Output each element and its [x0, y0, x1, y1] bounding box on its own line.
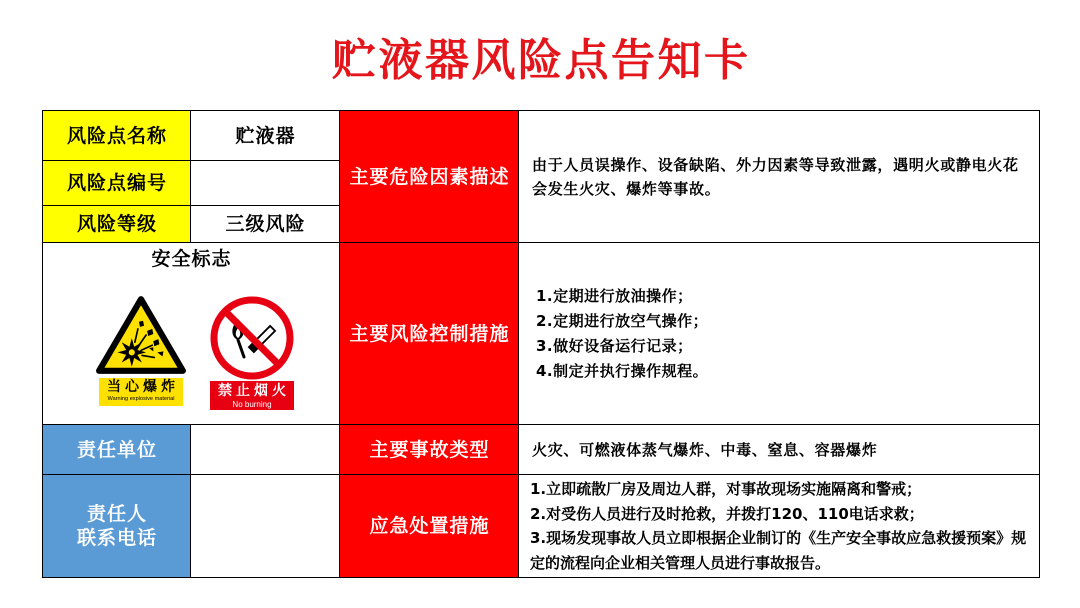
risk-point-name-label: 风险点名称: [66, 124, 167, 147]
no-fire-text: 禁止烟火: [218, 383, 290, 399]
risk-point-name-value-cell: [190, 110, 340, 161]
no-fire-label: [210, 381, 294, 410]
control-measure-item: 2.定期进行放空气操作；: [536, 311, 709, 330]
explosion-warning-subtext: Warning explosive material: [107, 396, 175, 402]
hazard-description-cell: [518, 110, 1040, 243]
risk-level-label-cell: [42, 205, 191, 243]
control-measure-item: 3.做好设备运行记录；: [536, 336, 693, 355]
explosion-warning-label: [99, 378, 183, 406]
emergency-measures-list: [530, 477, 1034, 575]
risk-point-name-value: 贮液器: [235, 124, 296, 147]
page-title: 贮液器风险点告知卡: [332, 35, 751, 86]
risk-point-code-label: 风险点编号: [66, 172, 167, 194]
control-measure-item: 1.定期进行放油操作；: [536, 286, 693, 305]
risk-point-name-label-cell: [42, 110, 191, 161]
responsible-unit-value-cell: [190, 424, 340, 475]
risk-level-value: 三级风险: [225, 213, 306, 235]
responsible-person-label-cell: [42, 474, 191, 578]
control-measure-item: 4.制定并执行操作规程。: [536, 361, 709, 380]
accident-types-label: 主要事故类型: [369, 438, 490, 461]
hazard-description-label: 主要危险因素描述: [349, 165, 510, 188]
responsible-person-value-cell: [190, 474, 340, 578]
risk-point-code-value-cell: [190, 160, 340, 206]
responsible-unit-label: 责任单位: [76, 438, 157, 461]
safety-signs-title: 安全标志: [151, 248, 232, 270]
control-measures-label-cell: [339, 242, 519, 425]
hazard-description-label-cell: [339, 110, 519, 243]
responsible-person-label: [76, 502, 157, 550]
contact-phone-label-line: 联系电话: [76, 527, 157, 549]
risk-point-code-label-cell: [42, 160, 191, 206]
risk-card-table: [42, 110, 1040, 578]
emergency-measures-cell: [518, 474, 1040, 578]
risk-level-value-cell: [190, 205, 340, 243]
emergency-measure-item: 2.对受伤人员进行及时抢救，并拨打120、110电话求救；: [530, 504, 924, 523]
explosion-warning-text: 当心爆炸: [107, 379, 179, 395]
hazard-description-text: 由于人员误操作、设备缺陷、外力因素等导致泄露，遇明火或静电火花会发生火灾、爆炸等事故。: [532, 155, 1019, 198]
accident-types-label-cell: [339, 424, 519, 475]
emergency-measure-item: 1.立即疏散厂房及周边人群，对事故现场实施隔离和警戒；: [530, 480, 922, 498]
control-measures-label: 主要风险控制措施: [349, 322, 510, 345]
explosion-warning-icon: [95, 294, 187, 376]
accident-types-cell: [518, 424, 1040, 475]
emergency-measures-label-cell: [339, 474, 519, 578]
control-measures-list: [536, 284, 708, 384]
safety-signs-cell: [42, 242, 340, 425]
control-measures-cell: [518, 242, 1040, 425]
accident-types-text: 火灾、可燃液体蒸气爆炸、中毒、窒息、容器爆炸: [532, 440, 878, 459]
emergency-measure-item: 3.现场发现事故人员立即根据企业制订的《生产安全事故应急救援预案》规定的流程向企业相关管理人员进行事故报告。: [530, 529, 1027, 572]
responsible-person-label-line: 责任人: [86, 503, 147, 525]
no-fire-subtext: No burning: [232, 400, 272, 409]
risk-level-label: 风险等级: [76, 213, 157, 235]
emergency-measures-label: 应急处置措施: [369, 515, 490, 537]
responsible-unit-label-cell: [42, 424, 191, 475]
no-fire-icon: [209, 295, 295, 381]
